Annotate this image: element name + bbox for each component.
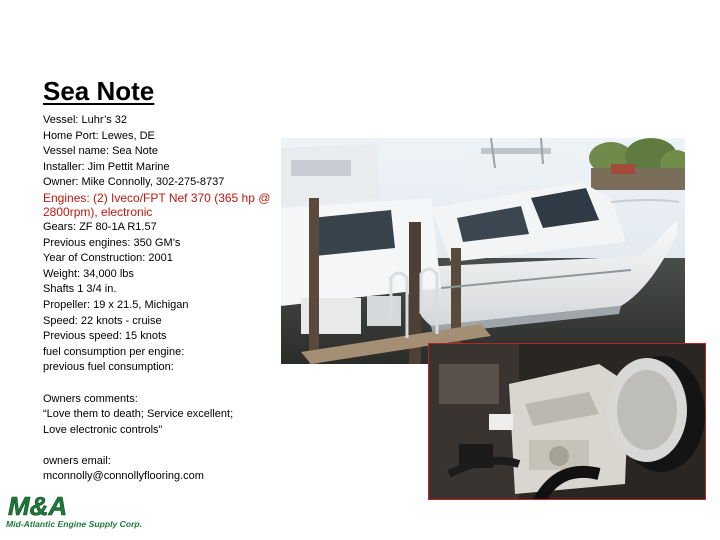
logo-company-name: Mid-Atlantic Engine Supply Corp. xyxy=(6,519,143,529)
logo-mark: M&A xyxy=(8,491,68,521)
comments-line-2: Love electronic controls” xyxy=(43,423,163,436)
spec-previous-fuel: previous fuel consumption: xyxy=(43,361,174,374)
boat-photo xyxy=(281,138,685,364)
spec-propeller: Propeller: 19 x 21.5, Michigan xyxy=(43,298,189,311)
spec-fuel-consumption: fuel consumption per engine: xyxy=(43,345,185,358)
engine-photo xyxy=(428,343,706,500)
spec-weight: Weight: 34,000 lbs xyxy=(43,267,134,280)
email-label: owners email: xyxy=(43,454,111,467)
spec-shafts: Shafts 1 3/4 in. xyxy=(43,283,117,296)
spec-speed: Speed: 22 knots - cruise xyxy=(43,314,162,327)
comments-line-1: “Love them to death; Service excellent; xyxy=(43,408,234,421)
spec-gears: Gears: ZF 80-1A R1.57 xyxy=(43,220,157,233)
detail-owner: Owner: Mike Connolly, 302-275-8737 xyxy=(43,176,225,189)
spec-previous-engines: Previous engines: 350 GM’s xyxy=(43,236,181,249)
spec-year: Year of Construction: 2001 xyxy=(43,252,173,265)
page-title: Sea Note xyxy=(43,76,155,106)
email-value: mconnolly@connollyflooring.com xyxy=(43,470,204,483)
detail-engines: Engines: (2) Iveco/FPT Nef 370 (365 hp @ 2800rpm), electronic xyxy=(43,190,271,220)
detail-installer: Installer: Jim Pettit Marine xyxy=(43,160,170,173)
spec-previous-speed: Previous speed: 15 knots xyxy=(43,330,167,343)
company-logo xyxy=(4,487,164,531)
detail-vessel-name: Vessel name: Sea Note xyxy=(43,145,158,158)
comments-heading: Owners comments: xyxy=(43,392,138,405)
detail-home-port: Home Port: Lewes, DE xyxy=(43,129,155,142)
detail-vessel: Vessel: Luhr’s 32 xyxy=(43,114,127,126)
vessel-details xyxy=(43,113,275,485)
